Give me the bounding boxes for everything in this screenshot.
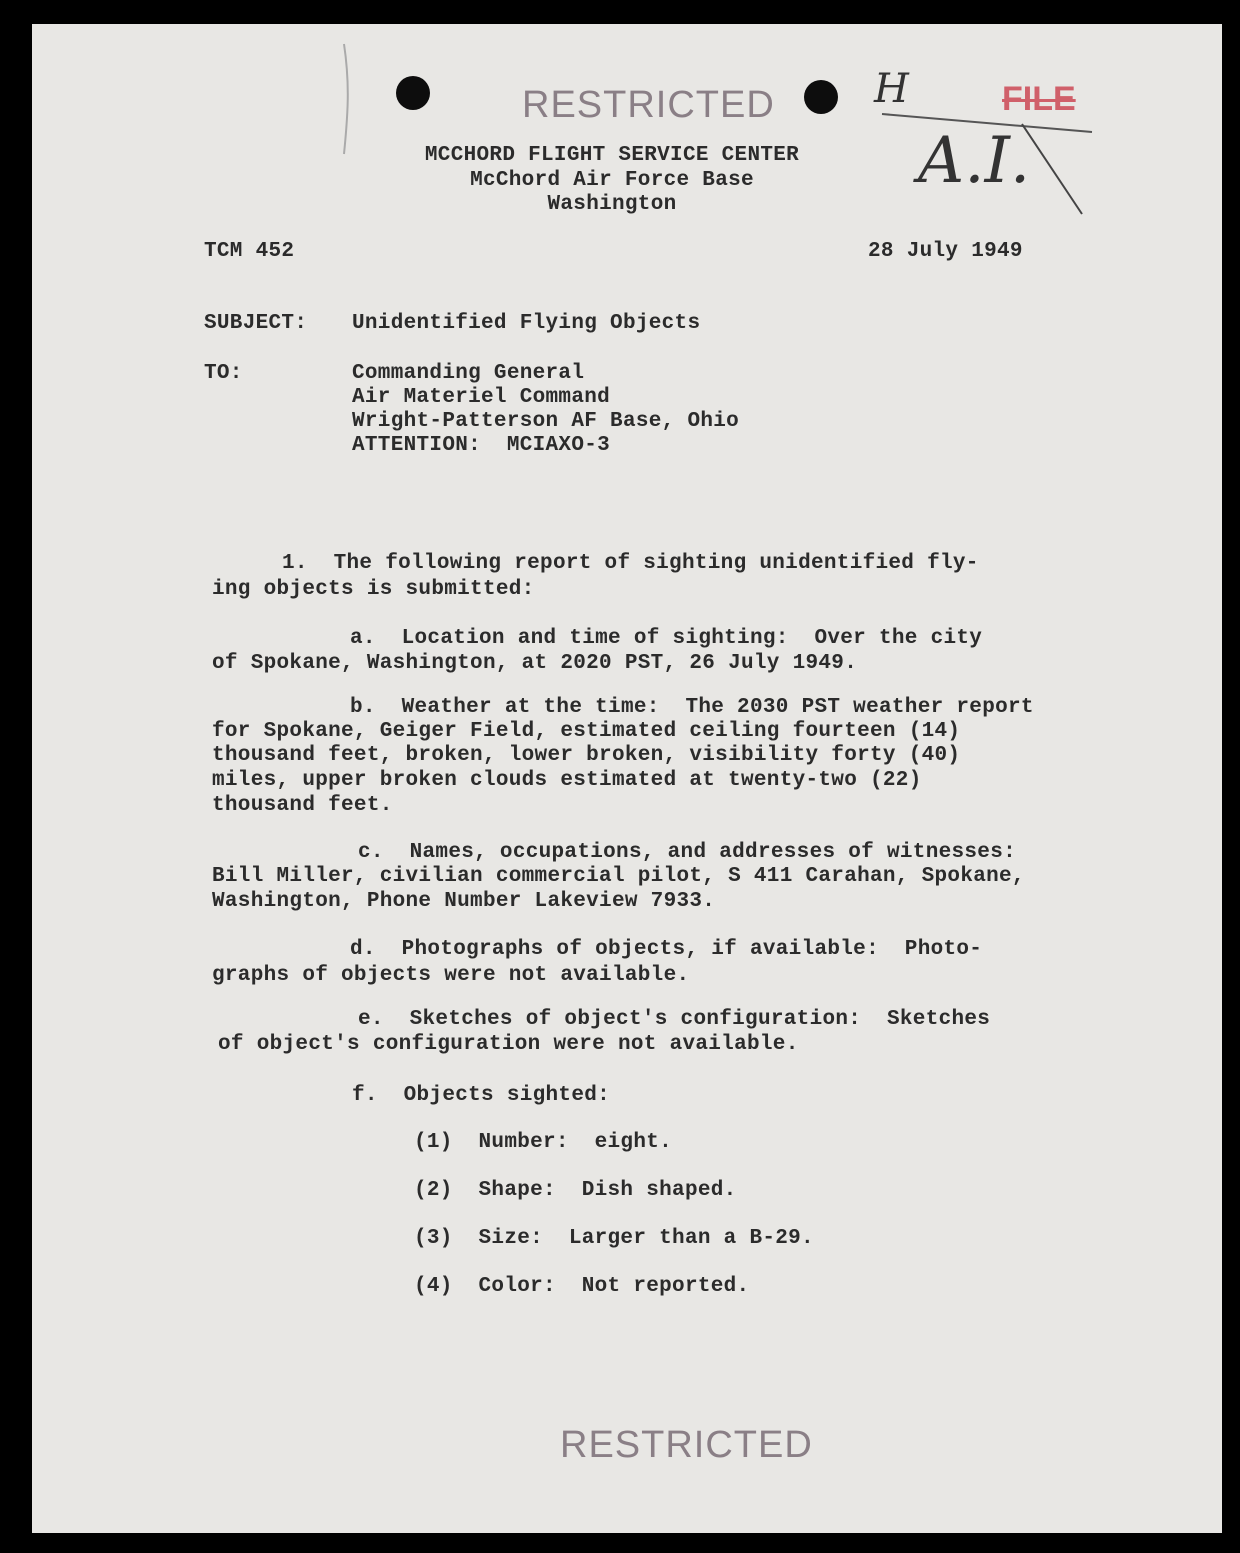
to-line: Air Materiel Command bbox=[352, 386, 611, 409]
file-stamp: FILE bbox=[1002, 80, 1076, 118]
body-line: (3) Size: Larger than a B-29. bbox=[414, 1227, 814, 1250]
body-line: miles, upper broken clouds estimated at twenty-two (22) bbox=[212, 769, 922, 792]
body-line: b. Weather at the time: The 2030 PST weather report bbox=[350, 696, 1034, 719]
body-line: thousand feet. bbox=[212, 794, 393, 817]
body-line: (2) Shape: Dish shaped. bbox=[414, 1179, 737, 1202]
body-line: of Spokane, Washington, at 2020 PST, 26 July 1949. bbox=[212, 652, 858, 675]
body-line: (4) Color: Not reported. bbox=[414, 1275, 750, 1298]
body-line: c. Names, occupations, and addresses of witnesses: bbox=[358, 841, 1017, 864]
body-line: ing objects is submitted: bbox=[212, 578, 535, 601]
body-line: 1. The following report of sighting unidentified fly- bbox=[282, 552, 979, 575]
body-line: a. Location and time of sighting: Over the city bbox=[350, 627, 983, 650]
body-line: (1) Number: eight. bbox=[414, 1131, 673, 1154]
header-org: MCCHORD FLIGHT SERVICE CENTER bbox=[424, 144, 800, 167]
restricted-stamp-bottom: RESTRICTED bbox=[560, 1424, 813, 1466]
body-line: of object's configuration were not available. bbox=[218, 1033, 799, 1056]
restricted-stamp-top: RESTRICTED bbox=[522, 84, 775, 126]
reference-number: TCM 452 bbox=[204, 240, 295, 263]
body-line: Bill Miller, civilian commercial pilot, S 411 Carahan, Spokane, bbox=[212, 865, 1025, 888]
handwritten-mark: H bbox=[874, 66, 909, 112]
to-line: Wright-Patterson AF Base, Ohio bbox=[352, 410, 740, 433]
subject-text: Unidentified Flying Objects bbox=[352, 312, 701, 335]
subject-label: SUBJECT: bbox=[204, 312, 308, 335]
to-line: Commanding General bbox=[352, 362, 585, 385]
body-line: graphs of objects were not available. bbox=[212, 964, 690, 987]
document-page bbox=[32, 24, 1222, 1533]
body-line: f. Objects sighted: bbox=[352, 1084, 611, 1107]
body-line: Washington, Phone Number Lakeview 7933. bbox=[212, 890, 716, 913]
header-base: McChord Air Force Base bbox=[470, 169, 754, 192]
body-line: e. Sketches of object's configuration: Sketches bbox=[358, 1008, 991, 1031]
header-state: Washington bbox=[547, 193, 677, 216]
body-line: for Spokane, Geiger Field, estimated ceiling fourteen (14) bbox=[212, 720, 961, 743]
document-date: 28 July 1949 bbox=[868, 240, 1023, 263]
handwritten-initials: A.I. bbox=[918, 124, 1031, 198]
to-line: ATTENTION: MCIAXO-3 bbox=[352, 434, 611, 457]
body-line: thousand feet, broken, lower broken, visibility forty (40) bbox=[212, 744, 961, 767]
to-label: TO: bbox=[204, 362, 243, 385]
body-line: d. Photographs of objects, if available: Photo- bbox=[350, 938, 983, 961]
